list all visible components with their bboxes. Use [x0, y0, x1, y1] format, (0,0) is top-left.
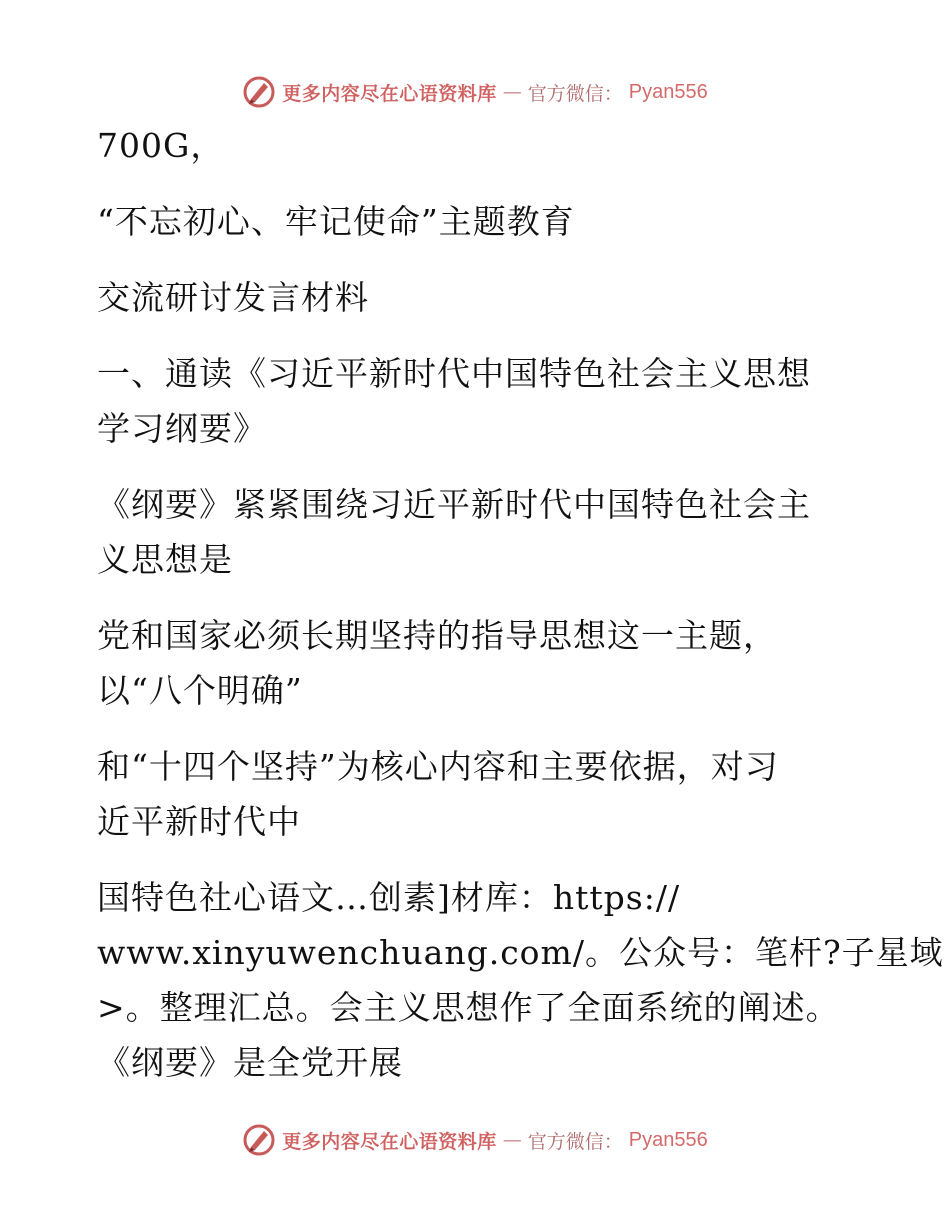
- paragraph: [97, 608, 867, 718]
- document-body: [97, 118, 944, 1090]
- pen-circle-logo-icon: [242, 75, 276, 109]
- paragraph: [97, 477, 867, 587]
- paragraph-line: 700G，: [97, 126, 225, 165]
- paragraph-line: “不忘初心、牢记使命”主题教育: [97, 202, 575, 241]
- paragraph-line: 党和国家必须长期坚持的指导思想这一主题，: [97, 616, 777, 655]
- paragraph-line: 和“十四个坚持”为核心内容和主要依据，对习: [97, 747, 779, 786]
- pen-circle-logo-icon: [242, 1123, 276, 1157]
- paragraph-line: 近平新时代中: [97, 802, 301, 841]
- watermark-header: [0, 72, 950, 112]
- watermark-contact-label: 官方微信：: [527, 1130, 623, 1153]
- paragraph-line: 学习纲要》: [97, 409, 267, 448]
- watermark-footer: [0, 1120, 950, 1160]
- paragraph-line: 国特色社心语文…创素]材库：https://: [97, 878, 681, 917]
- paragraph-line: www.xinyuwenchuang.com/。公众号：笔杆?子星域: [97, 933, 944, 972]
- paragraph-line: >。整理汇总。会主义思想作了全面系统的阐述。: [97, 988, 840, 1027]
- paragraph: [97, 870, 944, 1090]
- paragraph: [97, 194, 867, 249]
- paragraph: [97, 739, 867, 849]
- watermark-brand-text: 更多内容尽在心语资料库: [282, 82, 497, 105]
- watermark-contact-label: 官方微信：: [527, 82, 623, 105]
- paragraph: [97, 118, 867, 173]
- paragraph-line: 义思想是: [97, 540, 233, 579]
- watermark-contact-id: Pyan556: [628, 1128, 708, 1151]
- paragraph-line: 以“八个明确”: [97, 671, 303, 710]
- watermark-separator: —: [502, 81, 522, 103]
- paragraph-line: 交流研讨发言材料: [97, 278, 369, 317]
- paragraph-line: 《纲要》紧紧围绕习近平新时代中国特色社会主: [97, 485, 811, 524]
- paragraph: [97, 270, 867, 325]
- paragraph-line: 《纲要》是全党开展: [97, 1043, 403, 1082]
- paragraph-line: 一、通读《习近平新时代中国特色社会主义思想: [97, 354, 811, 393]
- watermark-contact-id: Pyan556: [628, 80, 708, 103]
- watermark-brand-text: 更多内容尽在心语资料库: [282, 1130, 497, 1153]
- watermark-separator: —: [502, 1129, 522, 1151]
- paragraph: [97, 346, 867, 456]
